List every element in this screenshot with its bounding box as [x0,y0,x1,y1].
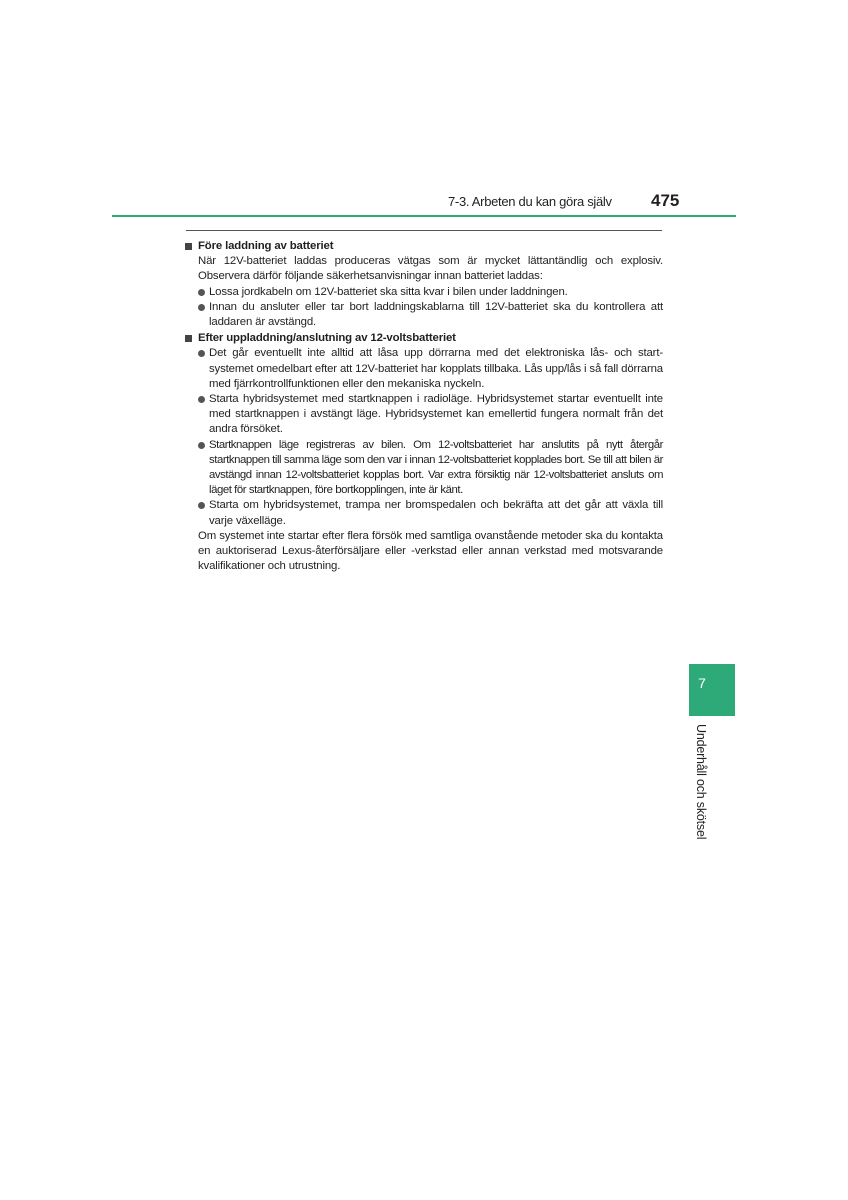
list-item [185,438,663,499]
list-item-text: Det går eventuellt inte alltid att låsa upp dörrarna med det elektroniska lås- och start-systemet omedelbart efter att 12V-batteriet har kopplats tillbaka. Lås upp/lås i så fall dörrarna med fjärrkontrollfunktionen eller den mekaniska nyckeln. [209,347,663,390]
page-number: 475 [651,191,680,210]
header-section-title: 7-3. Arbeten du kan göra själv [448,194,612,209]
list-item-text: Starta hybridsystemet med startknappen i radioläge. Hybridsystemet startar eventuellt inte med startknappen i avstängt läge. Hybridsystemet kan emellertid fungera normalt från det andra försöket. [209,393,663,436]
chapter-title: Underhåll och skötsel [694,724,708,840]
round-bullet-icon [198,396,205,403]
square-bullet-icon [185,243,192,250]
list-item-text: Innan du ansluter eller tar bort laddningskablarna till 12V-batteriet ska du kontrollera att laddaren är avstängd. [209,300,663,329]
square-bullet-icon [185,335,192,342]
closing-paragraph: Om systemet inte startar efter flera försök med samtliga ovanstående metoder ska du kontakta en auktoriserad Lexus-återförsäljare eller -verkstad eller annan verkstad med motsvarande kvalifikationer och utrustning. [198,529,663,573]
list-item-text: Startknappen läge registreras av bilen. Om 12-voltsbatteriet har anslutits på nytt återgår startknappen till samma läge som den var i innan 12-voltsbatteriet kopplades bort. Se till att bilen är avstängd innan 12-voltsbatteriet kopplas bort. Var extra försiktig när 12-voltsbatteriet ansluts om läget för startknappen, före bortkopplingen, inte är känt. [209,438,663,497]
list-item-text: Starta om hybridsystemet, trampa ner bromspedalen och bekräfta att det går att växla till varje växelläge. [209,499,663,527]
list-item [185,346,663,392]
page-content [185,238,663,574]
content-rule [186,230,662,231]
section-heading [185,331,663,346]
round-bullet-icon [198,350,205,357]
list-item-text: Lossa jordkabeln om 12V-batteriet ska sitta kvar i bilen under laddningen. [209,285,568,298]
list-item [185,300,663,330]
list-item [185,498,663,528]
round-bullet-icon [198,304,205,311]
round-bullet-icon [198,289,205,296]
list-item [185,392,663,438]
section-heading-text: Efter uppladdning/anslutning av 12-voltsbatteriet [198,332,456,345]
chapter-number: 7 [698,675,706,691]
list-item [185,285,663,300]
chapter-tab [689,664,735,716]
round-bullet-icon [198,442,205,449]
header-rule [112,215,736,217]
round-bullet-icon [198,502,205,509]
section-intro: När 12V-batteriet laddas produceras vätgas som är mycket lättantändlig och explosiv. Observera därför följande säkerhetsanvisningar innan batteriet laddas: [198,255,663,283]
section-heading-text: Före laddning av batteriet [198,240,334,252]
section-heading [185,239,663,254]
